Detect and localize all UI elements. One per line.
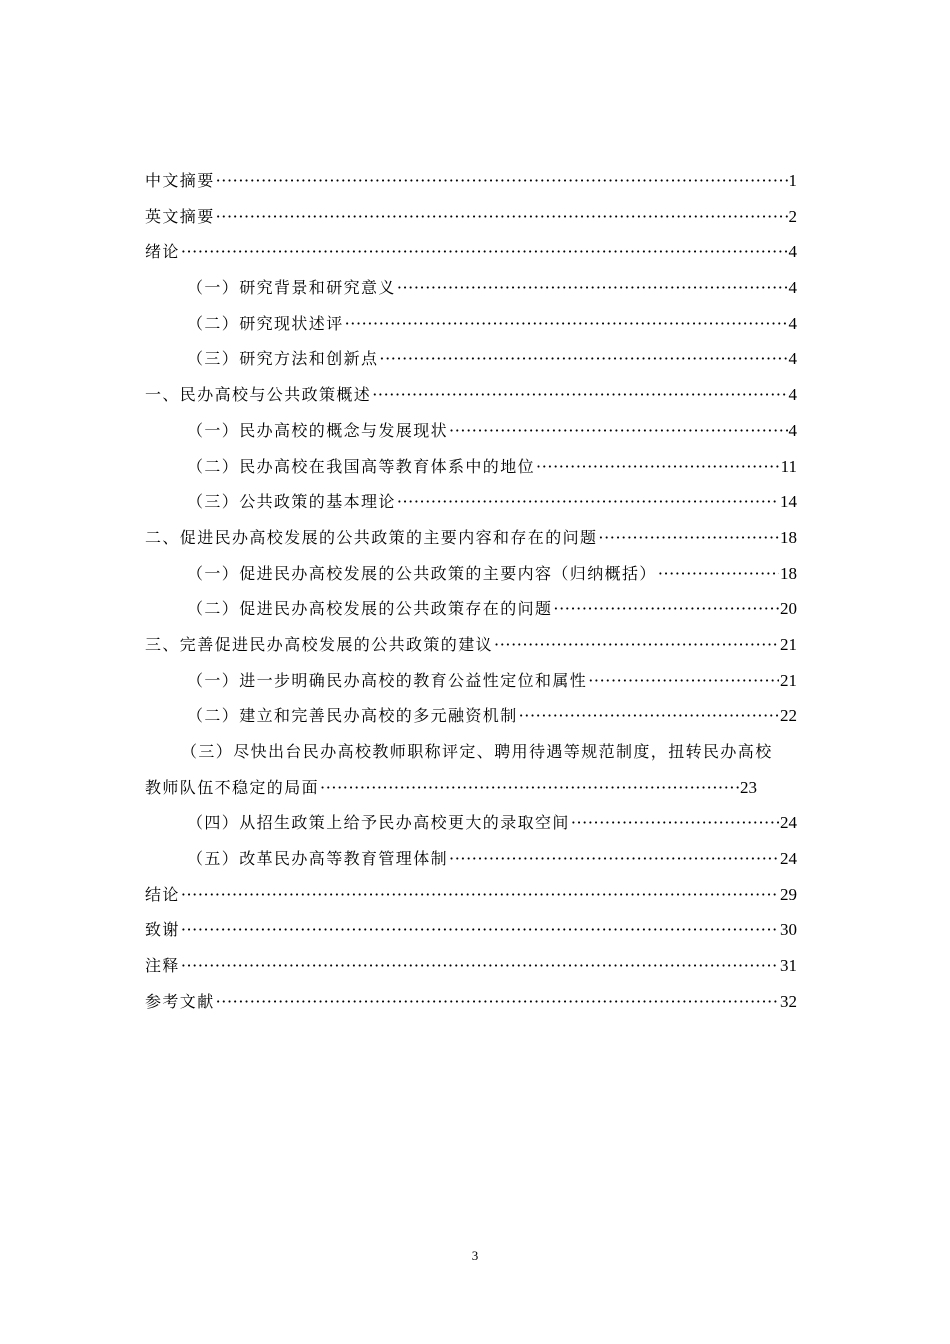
toc-entry-title: 致谢 xyxy=(145,920,180,940)
toc-entry-page: 21 xyxy=(780,634,797,654)
toc-leader xyxy=(379,349,787,368)
toc-leader xyxy=(181,920,779,939)
toc-entry[interactable] xyxy=(145,953,797,989)
toc-leader xyxy=(372,385,787,404)
toc-leader xyxy=(320,778,739,797)
toc-entry-page: 2 xyxy=(788,206,797,226)
toc-entry-title: （三）公共政策的基本理论 xyxy=(187,492,396,512)
toc-entry-title: 一、民办高校与公共政策概述 xyxy=(145,385,372,405)
toc-leader xyxy=(553,599,779,618)
toc-entry-title: （二）建立和完善民办高校的多元融资机制 xyxy=(187,706,518,726)
toc-entry-page: 4 xyxy=(788,349,797,369)
toc-entry[interactable] xyxy=(145,596,797,632)
toc-entry-wrapped-continuation[interactable] xyxy=(145,775,757,811)
toc-entry-page: 1 xyxy=(788,171,797,190)
toc-entry[interactable] xyxy=(145,846,797,882)
toc-entry-page: 22 xyxy=(780,706,797,726)
toc-entry-title-line2: 教师队伍不稳定的局面 xyxy=(145,777,320,797)
toc-leader xyxy=(598,528,779,547)
toc-leader xyxy=(181,885,779,904)
toc-entry[interactable] xyxy=(145,632,797,668)
toc-entry[interactable] xyxy=(145,382,797,418)
toc-entry-title: （一）进一步明确民办高校的教育公益性定位和属性 xyxy=(187,670,588,690)
toc-entry-title: 注释 xyxy=(145,956,180,976)
toc-entry-title: （一）民办高校的概念与发展现状 xyxy=(187,420,449,440)
toc-leader xyxy=(216,171,788,190)
toc-entry-page: 18 xyxy=(780,563,797,583)
toc-entry-title: 绪论 xyxy=(145,242,180,262)
toc-entry-title: （五）改革民办高等教育管理体制 xyxy=(187,849,449,869)
toc-entry-wrapped[interactable] xyxy=(145,739,797,775)
toc-entry[interactable] xyxy=(145,989,797,1025)
toc-entry-title: 英文摘要 xyxy=(145,206,215,226)
toc-entry[interactable] xyxy=(145,703,797,739)
toc-entry-title: （一）促进民办高校发展的公共政策的主要内容（归纳概括） xyxy=(187,563,657,583)
toc-entry-title: 二、促进民办高校发展的公共政策的主要内容和存在的问题 xyxy=(145,527,598,547)
toc-leader xyxy=(216,992,779,1011)
toc-entry-title: （二）研究现状述评 xyxy=(187,313,344,333)
toc-entry-page: 14 xyxy=(780,492,797,512)
toc-entry[interactable] xyxy=(145,168,797,204)
toc-entry[interactable] xyxy=(145,311,797,347)
toc-entry-page: 21 xyxy=(780,670,797,690)
toc-leader xyxy=(519,706,779,725)
toc-entry-title-line1: （三）尽快出台民办高校教师职称评定、聘用待遇等规范制度，扭转民办高校 xyxy=(181,742,773,761)
toc-entry-title: 中文摘要 xyxy=(145,171,215,190)
toc-entry-page: 30 xyxy=(780,920,797,940)
toc-leader xyxy=(571,813,779,832)
toc-leader xyxy=(449,421,787,440)
toc-entry-title: （二）民办高校在我国高等教育体系中的地位 xyxy=(187,456,536,476)
toc-leader xyxy=(658,564,779,583)
toc-entry-page: 29 xyxy=(780,884,797,904)
toc-entry[interactable] xyxy=(145,668,797,704)
toc-entry[interactable] xyxy=(145,525,797,561)
toc-entry[interactable] xyxy=(145,810,797,846)
toc-entry-page: 24 xyxy=(780,849,797,869)
toc-leader xyxy=(588,671,779,690)
toc-entry-page: 4 xyxy=(788,313,797,333)
toc-entry-page: 4 xyxy=(788,385,797,405)
page-number: 3 xyxy=(471,1248,479,1263)
toc-entry-page: 31 xyxy=(780,956,797,976)
toc-entry-title: （四）从招生政策上给予民办高校更大的录取空间 xyxy=(187,813,570,833)
toc-entry-page: 24 xyxy=(780,813,797,833)
toc-leader xyxy=(181,242,788,261)
toc-entry[interactable] xyxy=(145,239,797,275)
toc-leader xyxy=(494,635,779,654)
toc-entry-page: 4 xyxy=(788,420,797,440)
toc-entry-title: （三）研究方法和创新点 xyxy=(187,349,379,369)
toc-entry[interactable] xyxy=(145,917,797,953)
toc-entry-title: 参考文献 xyxy=(145,991,215,1011)
toc-leader xyxy=(216,207,788,226)
toc-entry[interactable] xyxy=(145,489,797,525)
toc-entry[interactable] xyxy=(145,275,797,311)
toc-leader xyxy=(181,956,779,975)
toc-entry[interactable] xyxy=(145,454,797,490)
table-of-contents xyxy=(145,168,797,1025)
toc-leader xyxy=(397,492,779,511)
toc-entry-page: 23 xyxy=(740,777,757,797)
toc-entry[interactable] xyxy=(145,204,797,240)
toc-entry-page: 20 xyxy=(780,599,797,619)
toc-entry-page: 11 xyxy=(780,456,797,476)
toc-entry-title: （二）促进民办高校发展的公共政策存在的问题 xyxy=(187,599,553,619)
toc-leader xyxy=(449,849,779,868)
toc-entry[interactable] xyxy=(145,882,797,918)
toc-leader xyxy=(345,314,788,333)
toc-entry-page: 4 xyxy=(788,242,797,262)
toc-leader xyxy=(397,278,788,297)
toc-leader xyxy=(536,457,780,476)
toc-entry-title: 三、完善促进民办高校发展的公共政策的建议 xyxy=(145,634,494,654)
toc-entry-page: 4 xyxy=(788,278,797,298)
toc-entry-page: 32 xyxy=(780,991,797,1011)
toc-entry-page: 18 xyxy=(780,527,797,547)
toc-entry-title: （一）研究背景和研究意义 xyxy=(187,278,396,298)
toc-entry[interactable] xyxy=(145,346,797,382)
toc-entry[interactable] xyxy=(145,418,797,454)
toc-entry[interactable] xyxy=(145,561,797,597)
toc-entry-title: 结论 xyxy=(145,884,180,904)
